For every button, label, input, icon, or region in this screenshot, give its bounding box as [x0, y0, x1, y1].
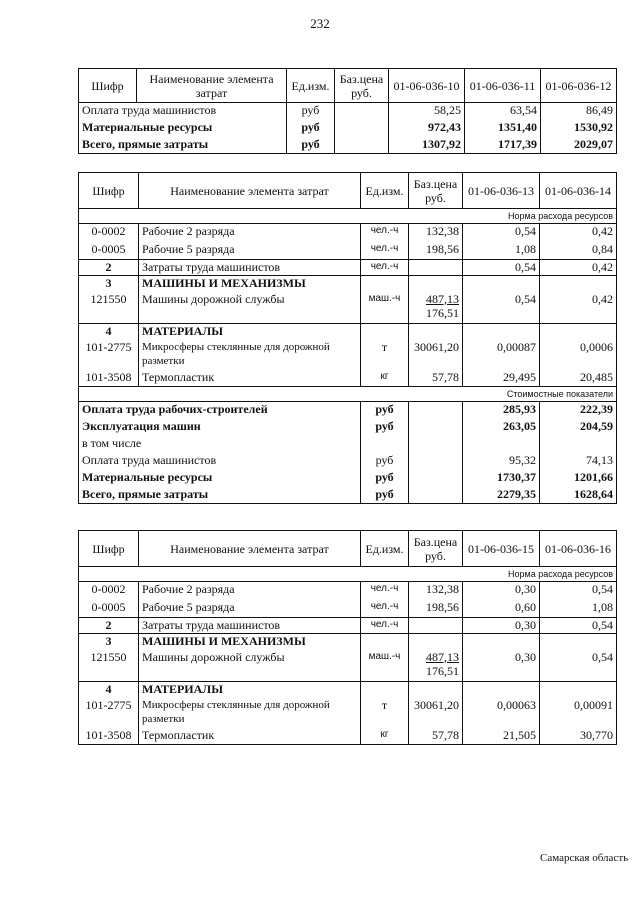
footer-region: Самарская область: [540, 852, 629, 864]
row-unit: чел.-ч: [361, 260, 409, 276]
row-value: 0,00087: [463, 340, 540, 370]
header-name: Наименование элемента затрат: [139, 173, 361, 209]
row-value: 86,49: [541, 103, 617, 120]
row-name: Машины дорожной службы: [139, 292, 361, 324]
row-value: 1,08: [463, 242, 540, 260]
row-name: Рабочие 5 разряда: [139, 242, 361, 260]
row-price: [409, 292, 463, 324]
row-unit: чел.-ч: [361, 600, 409, 618]
price-bottom: 176,51: [426, 305, 459, 320]
section-row: [79, 324, 617, 340]
header-price: Баз.цена руб.: [335, 69, 389, 103]
row-name: Машины дорожной службы: [139, 650, 361, 682]
cost-name: Всего, прямые затраты: [79, 487, 361, 504]
row-value: 20,485: [540, 370, 617, 387]
row-value: 0,54: [463, 224, 540, 242]
table-row: [79, 728, 617, 745]
row-value: 0,42: [540, 260, 617, 276]
table-row: [79, 120, 617, 137]
row-unit: руб: [287, 103, 335, 120]
row-code: 101-2775: [79, 340, 139, 370]
row-name: Рабочие 5 разряда: [139, 600, 361, 618]
row-value: 0,42: [540, 224, 617, 242]
header-col-10: 01-06-036-10: [389, 69, 465, 103]
row-code: 101-2775: [79, 698, 139, 728]
row-value: 0,0006: [540, 340, 617, 370]
row-name: Термопластик: [139, 370, 361, 387]
row-value: 0,30: [463, 650, 540, 682]
section-code: 4: [79, 682, 139, 698]
cost-value: 74,13: [540, 453, 617, 470]
header-unit: Ед.изм.: [361, 173, 409, 209]
header-code: Шифр: [79, 69, 137, 103]
row-value: 0,54: [540, 582, 617, 600]
row-price: 30061,20: [409, 340, 463, 370]
table-3: [78, 530, 617, 745]
cost-unit: руб: [361, 453, 409, 470]
section-row: [79, 276, 617, 292]
row-code: 0-0002: [79, 224, 139, 242]
row-value: 0,60: [463, 600, 540, 618]
cost-name: Оплата труда рабочих-строителей: [79, 402, 361, 419]
row-price: 57,78: [409, 728, 463, 745]
row-name: Затраты труда машинистов: [139, 260, 361, 276]
row-value: 58,25: [389, 103, 465, 120]
norm-label-row: [79, 567, 617, 582]
row-unit: т: [361, 698, 409, 728]
cost-value: 1730,37: [463, 470, 540, 487]
header-col-16: 01-06-036-16: [540, 531, 617, 567]
row-value: 972,43: [389, 120, 465, 137]
row-name: Микросферы стеклянные для дорожной разметки: [139, 698, 361, 728]
row-name: Микросферы стеклянные для дорожной разметки: [139, 340, 361, 370]
row-code: 101-3508: [79, 370, 139, 387]
cost-label-row: [79, 387, 617, 402]
table-row: [79, 137, 617, 154]
row-price: [409, 650, 463, 682]
row-value: 0,84: [540, 242, 617, 260]
row-unit: руб: [287, 137, 335, 154]
row-value: 0,54: [463, 292, 540, 324]
row-unit: т: [361, 340, 409, 370]
table-1: [78, 68, 617, 154]
row-code: 0-0005: [79, 242, 139, 260]
header-col-11: 01-06-036-11: [465, 69, 541, 103]
row-value: 1717,39: [465, 137, 541, 154]
row-code: 2: [79, 618, 139, 634]
row-unit: маш.-ч: [361, 650, 409, 682]
row-name: Оплата труда машинистов: [79, 103, 287, 120]
row-code: 0-0005: [79, 600, 139, 618]
row-value: 30,770: [540, 728, 617, 745]
header-name: Наименование элемента затрат: [139, 531, 361, 567]
row-name: Затраты труда машинистов: [139, 618, 361, 634]
table-row: [79, 224, 617, 242]
cost-value: 263,05: [463, 419, 540, 436]
section-code: 3: [79, 276, 139, 292]
cost-row: [79, 402, 617, 419]
cost-row: [79, 419, 617, 436]
cost-unit: руб: [361, 470, 409, 487]
table-row: [79, 242, 617, 260]
header-col-15: 01-06-036-15: [463, 531, 540, 567]
cost-value: 204,59: [540, 419, 617, 436]
cost-name: Оплата труда машинистов: [79, 453, 361, 470]
price-top: 487,13: [426, 649, 459, 664]
header-col-12: 01-06-036-12: [541, 69, 617, 103]
table-row: [79, 650, 617, 682]
header-code: Шифр: [79, 173, 139, 209]
row-name: Рабочие 2 разряда: [139, 224, 361, 242]
cost-unit: руб: [361, 402, 409, 419]
row-value: 0,30: [463, 582, 540, 600]
header-col-13: 01-06-036-13: [463, 173, 540, 209]
section-title: МАТЕРИАЛЫ: [139, 324, 361, 340]
table-2: [78, 172, 617, 504]
row-value: 0,54: [540, 650, 617, 682]
row-unit: кг: [361, 728, 409, 745]
header-price: Баз.цена руб.: [409, 173, 463, 209]
cost-unit: руб: [361, 487, 409, 504]
row-value: 1,08: [540, 600, 617, 618]
section-title: МАТЕРИАЛЫ: [139, 682, 361, 698]
section-code: 4: [79, 324, 139, 340]
norm-label-row: [79, 209, 617, 224]
row-unit: чел.-ч: [361, 242, 409, 260]
price-bottom: 176,51: [426, 663, 459, 678]
header-name: Наименование элемента затрат: [137, 69, 287, 103]
table-row: [79, 292, 617, 324]
row-price: 57,78: [409, 370, 463, 387]
row-price: 132,38: [409, 582, 463, 600]
cost-name: Материальные ресурсы: [79, 470, 361, 487]
table-row: [79, 370, 617, 387]
page-number: 232: [310, 16, 330, 31]
cost-value: 1628,64: [540, 487, 617, 504]
row-name: Материальные ресурсы: [79, 120, 287, 137]
row-name: Термопластик: [139, 728, 361, 745]
row-value: 0,00063: [463, 698, 540, 728]
row-unit: руб: [287, 120, 335, 137]
cost-row: [79, 470, 617, 487]
row-name: Рабочие 2 разряда: [139, 582, 361, 600]
price-top: 487,13: [426, 291, 459, 306]
table-row: [79, 340, 617, 370]
header-unit: Ед.изм.: [361, 531, 409, 567]
row-code: 101-3508: [79, 728, 139, 745]
header-col-14: 01-06-036-14: [540, 173, 617, 209]
cost-row: [79, 453, 617, 470]
row-value: 29,495: [463, 370, 540, 387]
table-header-row: [79, 531, 617, 567]
row-value: 63,54: [465, 103, 541, 120]
row-code: 121550: [79, 292, 139, 324]
section-row: [79, 634, 617, 650]
cost-row: [79, 487, 617, 504]
row-value: 1351,40: [465, 120, 541, 137]
row-unit: кг: [361, 370, 409, 387]
table-row: [79, 103, 617, 120]
cost-row: [79, 436, 617, 453]
row-value: 1530,92: [541, 120, 617, 137]
row-value: 1307,92: [389, 137, 465, 154]
row-value: 2029,07: [541, 137, 617, 154]
cost-name: Эксплуатация машин: [79, 419, 361, 436]
table-row: [79, 698, 617, 728]
row-code: 0-0002: [79, 582, 139, 600]
header-price: Баз.цена руб.: [409, 531, 463, 567]
cost-unit: руб: [361, 419, 409, 436]
row-unit: чел.-ч: [361, 618, 409, 634]
row-value: 0,30: [463, 618, 540, 634]
row-code: 2: [79, 260, 139, 276]
section-row: [79, 682, 617, 698]
row-name: Всего, прямые затраты: [79, 137, 287, 154]
norm-label: Норма расхода ресурсов: [79, 567, 617, 582]
row-price: 198,56: [409, 242, 463, 260]
header-unit: Ед.изм.: [287, 69, 335, 103]
table-row: [79, 618, 617, 634]
row-unit: маш.-ч: [361, 292, 409, 324]
section-code: 3: [79, 634, 139, 650]
cost-value: 222,39: [540, 402, 617, 419]
row-value: 0,54: [540, 618, 617, 634]
cost-value: 285,93: [463, 402, 540, 419]
cost-value: 2279,35: [463, 487, 540, 504]
norm-label: Норма расхода ресурсов: [79, 209, 617, 224]
row-value: 0,54: [463, 260, 540, 276]
row-price: 198,56: [409, 600, 463, 618]
table-row: [79, 582, 617, 600]
cost-name: в том числе: [79, 436, 361, 453]
row-unit: чел.-ч: [361, 224, 409, 242]
table-header-row: [79, 69, 617, 103]
table-row: [79, 260, 617, 276]
row-price: 30061,20: [409, 698, 463, 728]
table-header-row: [79, 173, 617, 209]
cost-value: 1201,66: [540, 470, 617, 487]
row-price: 132,38: [409, 224, 463, 242]
row-value: 0,00091: [540, 698, 617, 728]
header-code: Шифр: [79, 531, 139, 567]
row-value: 21,505: [463, 728, 540, 745]
row-unit: чел.-ч: [361, 582, 409, 600]
section-title: МАШИНЫ И МЕХАНИЗМЫ: [139, 634, 361, 650]
row-code: 121550: [79, 650, 139, 682]
table-row: [79, 600, 617, 618]
row-value: 0,42: [540, 292, 617, 324]
section-title: МАШИНЫ И МЕХАНИЗМЫ: [139, 276, 361, 292]
cost-label: Стоимостные показатели: [79, 387, 617, 402]
cost-value: 95,32: [463, 453, 540, 470]
